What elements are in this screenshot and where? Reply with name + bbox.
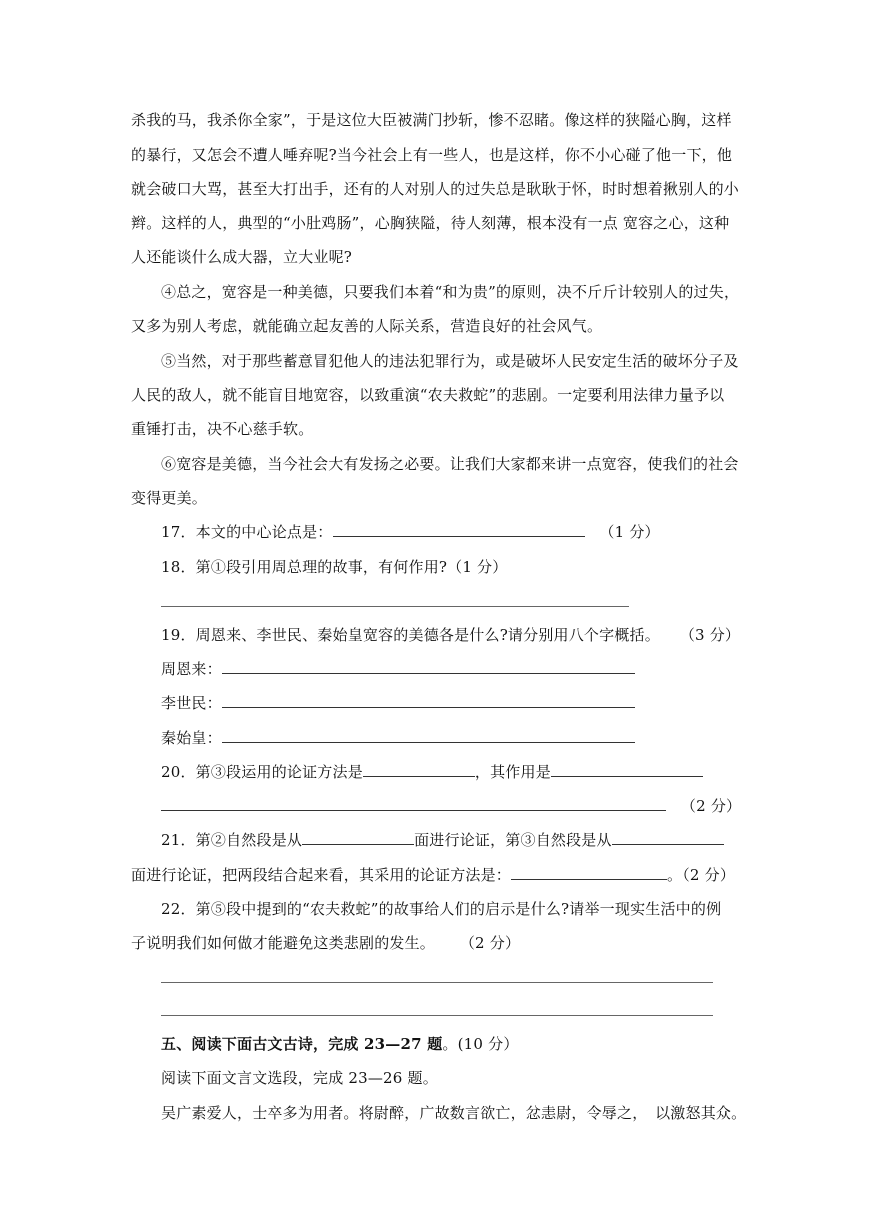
q22-answer-line-1[interactable] — [161, 982, 713, 983]
q21-blank-3[interactable] — [511, 864, 667, 880]
q19-answer-blank-2[interactable] — [222, 692, 635, 708]
q19-row-zhouenlai — [161, 658, 635, 680]
q20-method-blank[interactable] — [363, 761, 475, 777]
q19-row-qinshihuang — [161, 727, 635, 749]
q21-blank-2[interactable] — [612, 829, 724, 845]
q21-blank-1[interactable] — [302, 829, 414, 845]
ancient-text-line: 吴广素爱人，士卒多为用者。将尉醉，广故数言欲亡，忿恚尉，令辱之， 以激怒其众。 — [161, 1104, 747, 1122]
q19-label-1: 周恩来： — [161, 660, 222, 678]
q21-line-2 — [131, 864, 735, 886]
q21-text-a: 21．第②自然段是从 — [161, 831, 303, 849]
q19-label-3: 秦始皇： — [161, 729, 222, 747]
section-5-title: 五、阅读下面古文古诗，完成 23—27 题 — [161, 1035, 443, 1053]
q20-text-a: 20．第③段运用的论证方法是 — [161, 763, 363, 781]
q22-answer-line-2[interactable] — [161, 1015, 713, 1016]
q20-line-2 — [161, 795, 741, 817]
para3-line-1: 杀我的马，我杀你全家”，于是这位大臣被满门抄斩，惨不忍睹。像这样的狭隘心胸，这样 — [131, 111, 732, 129]
q20-effect-blank-2[interactable] — [161, 795, 666, 811]
q22-line-1: 22．第⑤段中提到的“农夫救蛇”的故事给人们的启示是什么?请举一现实生活中的例 — [161, 900, 722, 918]
q19-label-2: 李世民： — [161, 694, 222, 712]
q18-text: 18．第①段引用周总理的故事，有何作用?（1 分） — [161, 558, 508, 576]
question-17 — [161, 521, 660, 543]
q19-row-lishimin — [161, 692, 635, 714]
reading-intro: 阅读下面文言文选段，完成 23—26 题。 — [161, 1069, 438, 1087]
q18-answer-line[interactable] — [161, 606, 629, 607]
question-20 — [161, 761, 703, 783]
q20-text-b: ，其作用是 — [474, 763, 551, 781]
para4-line-1: ④总之，宽容是一种美德，只要我们本着“和为贵”的原则，决不斤斤计较别人的过失， — [161, 283, 740, 301]
section-5-score: 。(10 分） — [442, 1035, 519, 1053]
q22-line2-text: 子说明我们如何做才能避免这类悲剧的发生。 — [131, 934, 436, 952]
q21-line2-b: 。（2 分） — [667, 866, 736, 884]
q19-answer-blank-3[interactable] — [222, 727, 635, 743]
q17-text: 17．本文的中心论点是： — [161, 523, 333, 541]
q19-answer-blank-1[interactable] — [222, 658, 635, 674]
q21-line2-a: 面进行论证，把两段结合起来看，其采用的论证方法是： — [131, 866, 512, 884]
q19-text: 19．周恩来、李世民、秦始皇宽容的美德各是什么?请分别用八个字概括。 — [161, 626, 660, 644]
para6-line-2: 变得更美。 — [131, 489, 208, 507]
para3-line-2: 的暴行，又怎会不遭人唾弃呢?当今社会上有一些人，也是这样，你不小心碰了他一下，他 — [131, 146, 733, 164]
question-19 — [161, 624, 740, 646]
para3-line-5: 人还能谈什么成大器，立大业呢? — [131, 248, 353, 266]
q20-score: （2 分） — [680, 797, 742, 815]
para3-line-4: 辫。这样的人，典型的“小肚鸡肠”，心胸狭隘，待人刻薄，根本没有一点 宽容之心，这种 — [131, 214, 730, 232]
q21-text-b: 面进行论证，第③自然段是从 — [414, 831, 612, 849]
q22-score: （2 分） — [459, 934, 521, 952]
para5-line-1: ⑤当然，对于那些蓄意冒犯他人的违法犯罪行为，或是破坏人民安定生活的破坏分子及 — [161, 352, 739, 370]
para5-line-3: 重锤打击，决不心慈手软。 — [131, 420, 314, 438]
para3-line-3: 就会破口大骂，甚至大打出手，还有的人对别人的过失总是耿耿于怀，时时想着揪别人的小 — [131, 180, 740, 198]
q17-score: （1 分） — [599, 523, 660, 541]
q22-line-2 — [131, 932, 520, 954]
q20-effect-blank[interactable] — [551, 761, 703, 777]
para6-line-1: ⑥宽容是美德，当今社会大有发扬之必要。让我们大家都来讲一点宽容，使我们的社会 — [161, 455, 739, 473]
question-21 — [161, 829, 724, 851]
para4-line-2: 又多为别人考虑，就能确立起友善的人际关系，营造良好的社会风气。 — [131, 317, 603, 335]
q17-answer-blank[interactable] — [333, 521, 585, 537]
q19-score: （3 分） — [679, 626, 741, 644]
para5-line-2: 人民的敌人，就不能盲目地宽容，以致重演“农夫救蛇”的悲剧。一定要利用法律力量予以 — [131, 386, 725, 404]
section-5-heading — [161, 1033, 519, 1055]
